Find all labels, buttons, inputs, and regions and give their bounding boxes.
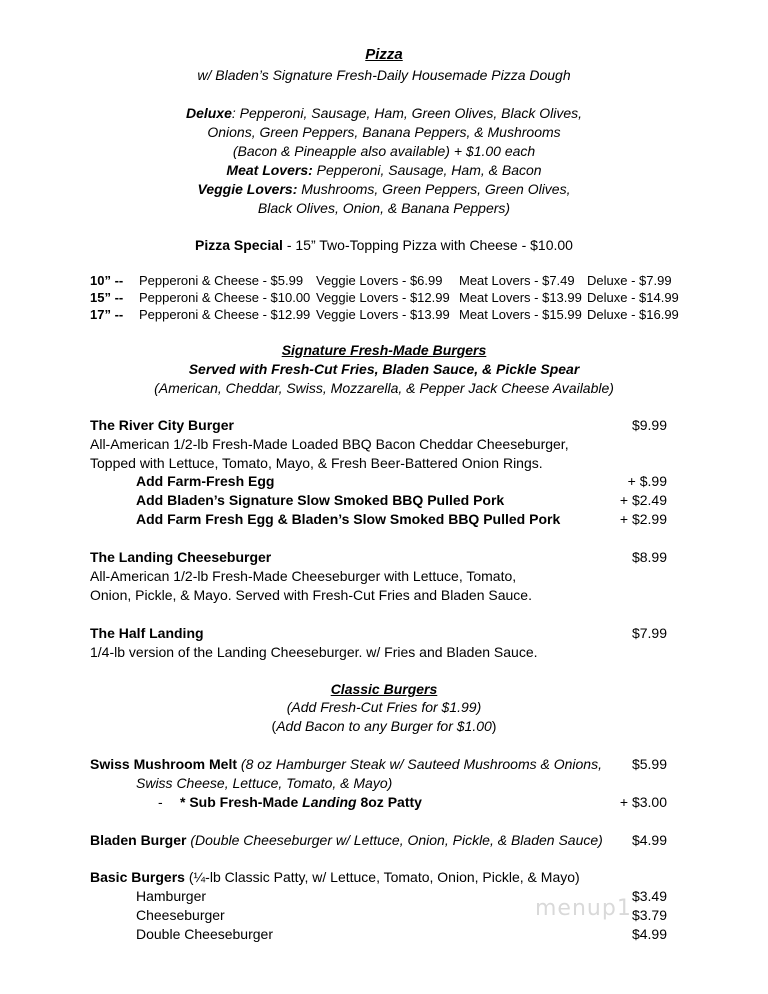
river-city-name: The River City Burger — [90, 417, 234, 433]
size-pepperoni: Pepperoni & Cheese - $5.99 — [139, 273, 304, 288]
pizza-deluxe-line1 — [0, 105, 768, 121]
half-landing-name: The Half Landing — [90, 625, 204, 641]
landing-desc1: All-American 1/2-lb Fresh-Made Cheeseburger with Lettuce, Tomato, — [90, 568, 517, 584]
classic-note2 — [0, 718, 768, 734]
deluxe-text: : Pepperoni, Sausage, Ham, Green Olives, Black Olives, — [231, 105, 583, 121]
sub-text-c: 8oz Patty — [356, 794, 422, 810]
menupix-watermark: menup1 — [535, 896, 632, 921]
addon-price: + $2.99 — [619, 511, 667, 527]
basic-item-label: Double Cheeseburger — [136, 926, 273, 942]
half-landing-price: $7.99 — [631, 625, 667, 641]
pizza-veggie-line2: Black Olives, Onion, & Banana Peppers) — [257, 200, 511, 216]
deluxe-label: Deluxe — [185, 105, 232, 121]
addon-price: + $.99 — [627, 473, 667, 489]
size-meat: Meat Lovers - $15.99 — [459, 307, 582, 322]
half-landing-desc: 1/4-lb version of the Landing Cheeseburger. w/ Fries and Bladen Sauce. — [90, 644, 538, 660]
classic-note2-text: Add Bacon to any Burger for $1.00 — [276, 718, 492, 734]
paren-close: ) — [491, 718, 497, 734]
basic-burgers-desc: (¼-lb Classic Patty, w/ Lettuce, Tomato, Onion, Pickle, & Mayo) — [184, 869, 580, 885]
swiss-melt-desc2: Swiss Cheese, Lettuce, Tomato, & Mayo) — [136, 775, 393, 791]
size-veggie: Veggie Lovers - $12.99 — [316, 290, 450, 305]
meat-label: Meat Lovers: — [226, 162, 313, 178]
veggie-label: Veggie Lovers: — [197, 181, 298, 197]
size-deluxe: Deluxe - $7.99 — [587, 273, 672, 288]
addon-label: Add Farm-Fresh Egg — [136, 473, 275, 489]
landing-price: $8.99 — [631, 549, 667, 565]
paren-open: ( — [271, 718, 277, 734]
basic-item-price: $3.79 — [631, 907, 667, 923]
classic-title: Classic Burgers — [330, 681, 438, 697]
basic-burgers-name: Basic Burgers — [90, 869, 185, 885]
river-city-price: $9.99 — [631, 417, 667, 433]
swiss-sub-dash: - — [158, 794, 163, 810]
addon-label: Add Farm Fresh Egg & Bladen’s Slow Smoked BBQ Pulled Pork — [136, 511, 561, 527]
pizza-special — [0, 237, 768, 253]
size-label: 10” -- — [90, 273, 124, 288]
pizza-deluxe-line3: (Bacon & Pineapple also available) + $1.00 each — [232, 143, 536, 159]
river-city-desc1: All-American 1/2-lb Fresh-Made Loaded BBQ Bacon Cheddar Cheeseburger, — [90, 436, 569, 452]
bladen-burger-price: $4.99 — [631, 832, 667, 848]
size-pepperoni: Pepperoni & Cheese - $10.00 — [139, 290, 311, 305]
size-label: 17” -- — [90, 307, 124, 322]
size-veggie: Veggie Lovers - $13.99 — [316, 307, 450, 322]
size-veggie: Veggie Lovers - $6.99 — [316, 273, 443, 288]
swiss-melt-name: Swiss Mushroom Melt — [90, 756, 238, 772]
swiss-sub-price: + $3.00 — [619, 794, 667, 810]
swiss-melt-desc1: (8 oz Hamburger Steak w/ Sauteed Mushrooms & Onions, — [237, 756, 602, 772]
pizza-title: Pizza — [365, 46, 403, 63]
meat-text: Pepperoni, Sausage, Ham, & Bacon — [312, 162, 542, 178]
addon-label: Add Bladen’s Signature Slow Smoked BBQ Pulled Pork — [136, 492, 505, 508]
special-label: Pizza Special — [195, 237, 283, 253]
bladen-burger-line — [90, 832, 603, 848]
addon-price: + $2.49 — [619, 492, 667, 508]
pizza-meat-line — [0, 162, 768, 178]
swiss-melt-line1 — [90, 756, 602, 772]
size-meat: Meat Lovers - $7.49 — [459, 273, 575, 288]
sig-burgers-title: Signature Fresh-Made Burgers — [281, 342, 487, 358]
size-pepperoni: Pepperoni & Cheese - $12.99 — [139, 307, 311, 322]
basic-burgers-line — [90, 869, 580, 885]
landing-name: The Landing Cheeseburger — [90, 549, 272, 565]
landing-desc2: Onion, Pickle, & Mayo. Served with Fresh-Cut Fries and Bladen Sauce. — [90, 587, 532, 603]
basic-item-price: $4.99 — [631, 926, 667, 942]
size-deluxe: Deluxe - $16.99 — [587, 307, 679, 322]
bladen-burger-desc: (Double Cheeseburger w/ Lettuce, Onion, Pickle, & Bladen Sauce) — [186, 832, 603, 848]
sub-text-b: Landing — [302, 794, 357, 810]
pizza-subtitle: w/ Bladen’s Signature Fresh-Daily Housemade Pizza Dough — [197, 67, 571, 83]
cheese-note: (American, Cheddar, Swiss, Mozzarella, & Pepper Jack Cheese Available) — [154, 380, 614, 396]
pizza-veggie-line — [0, 181, 768, 197]
classic-note1: (Add Fresh-Cut Fries for $1.99) — [286, 699, 482, 715]
size-deluxe: Deluxe - $14.99 — [587, 290, 679, 305]
river-city-desc2: Topped with Lettuce, Tomato, Mayo, & Fresh Beer-Battered Onion Rings. — [90, 455, 543, 471]
basic-item-label: Cheeseburger — [136, 907, 225, 923]
basic-item-price: $3.49 — [631, 888, 667, 904]
veggie-text: Mushrooms, Green Peppers, Green Olives, — [297, 181, 571, 197]
sub-text-a: * Sub Fresh-Made — [180, 794, 303, 810]
swiss-melt-price: $5.99 — [631, 756, 667, 772]
basic-item-label: Hamburger — [136, 888, 207, 904]
size-label: 15” -- — [90, 290, 124, 305]
swiss-sub-label — [180, 794, 422, 810]
pizza-deluxe-line2: Onions, Green Peppers, Banana Peppers, & Mushrooms — [207, 124, 561, 140]
bladen-burger-name: Bladen Burger — [90, 832, 187, 848]
sig-burgers-subtitle: Served with Fresh-Cut Fries, Bladen Sauce, & Pickle Spear — [188, 361, 580, 377]
special-text: - 15” Two-Topping Pizza with Cheese - $10.00 — [282, 237, 573, 253]
size-meat: Meat Lovers - $13.99 — [459, 290, 582, 305]
